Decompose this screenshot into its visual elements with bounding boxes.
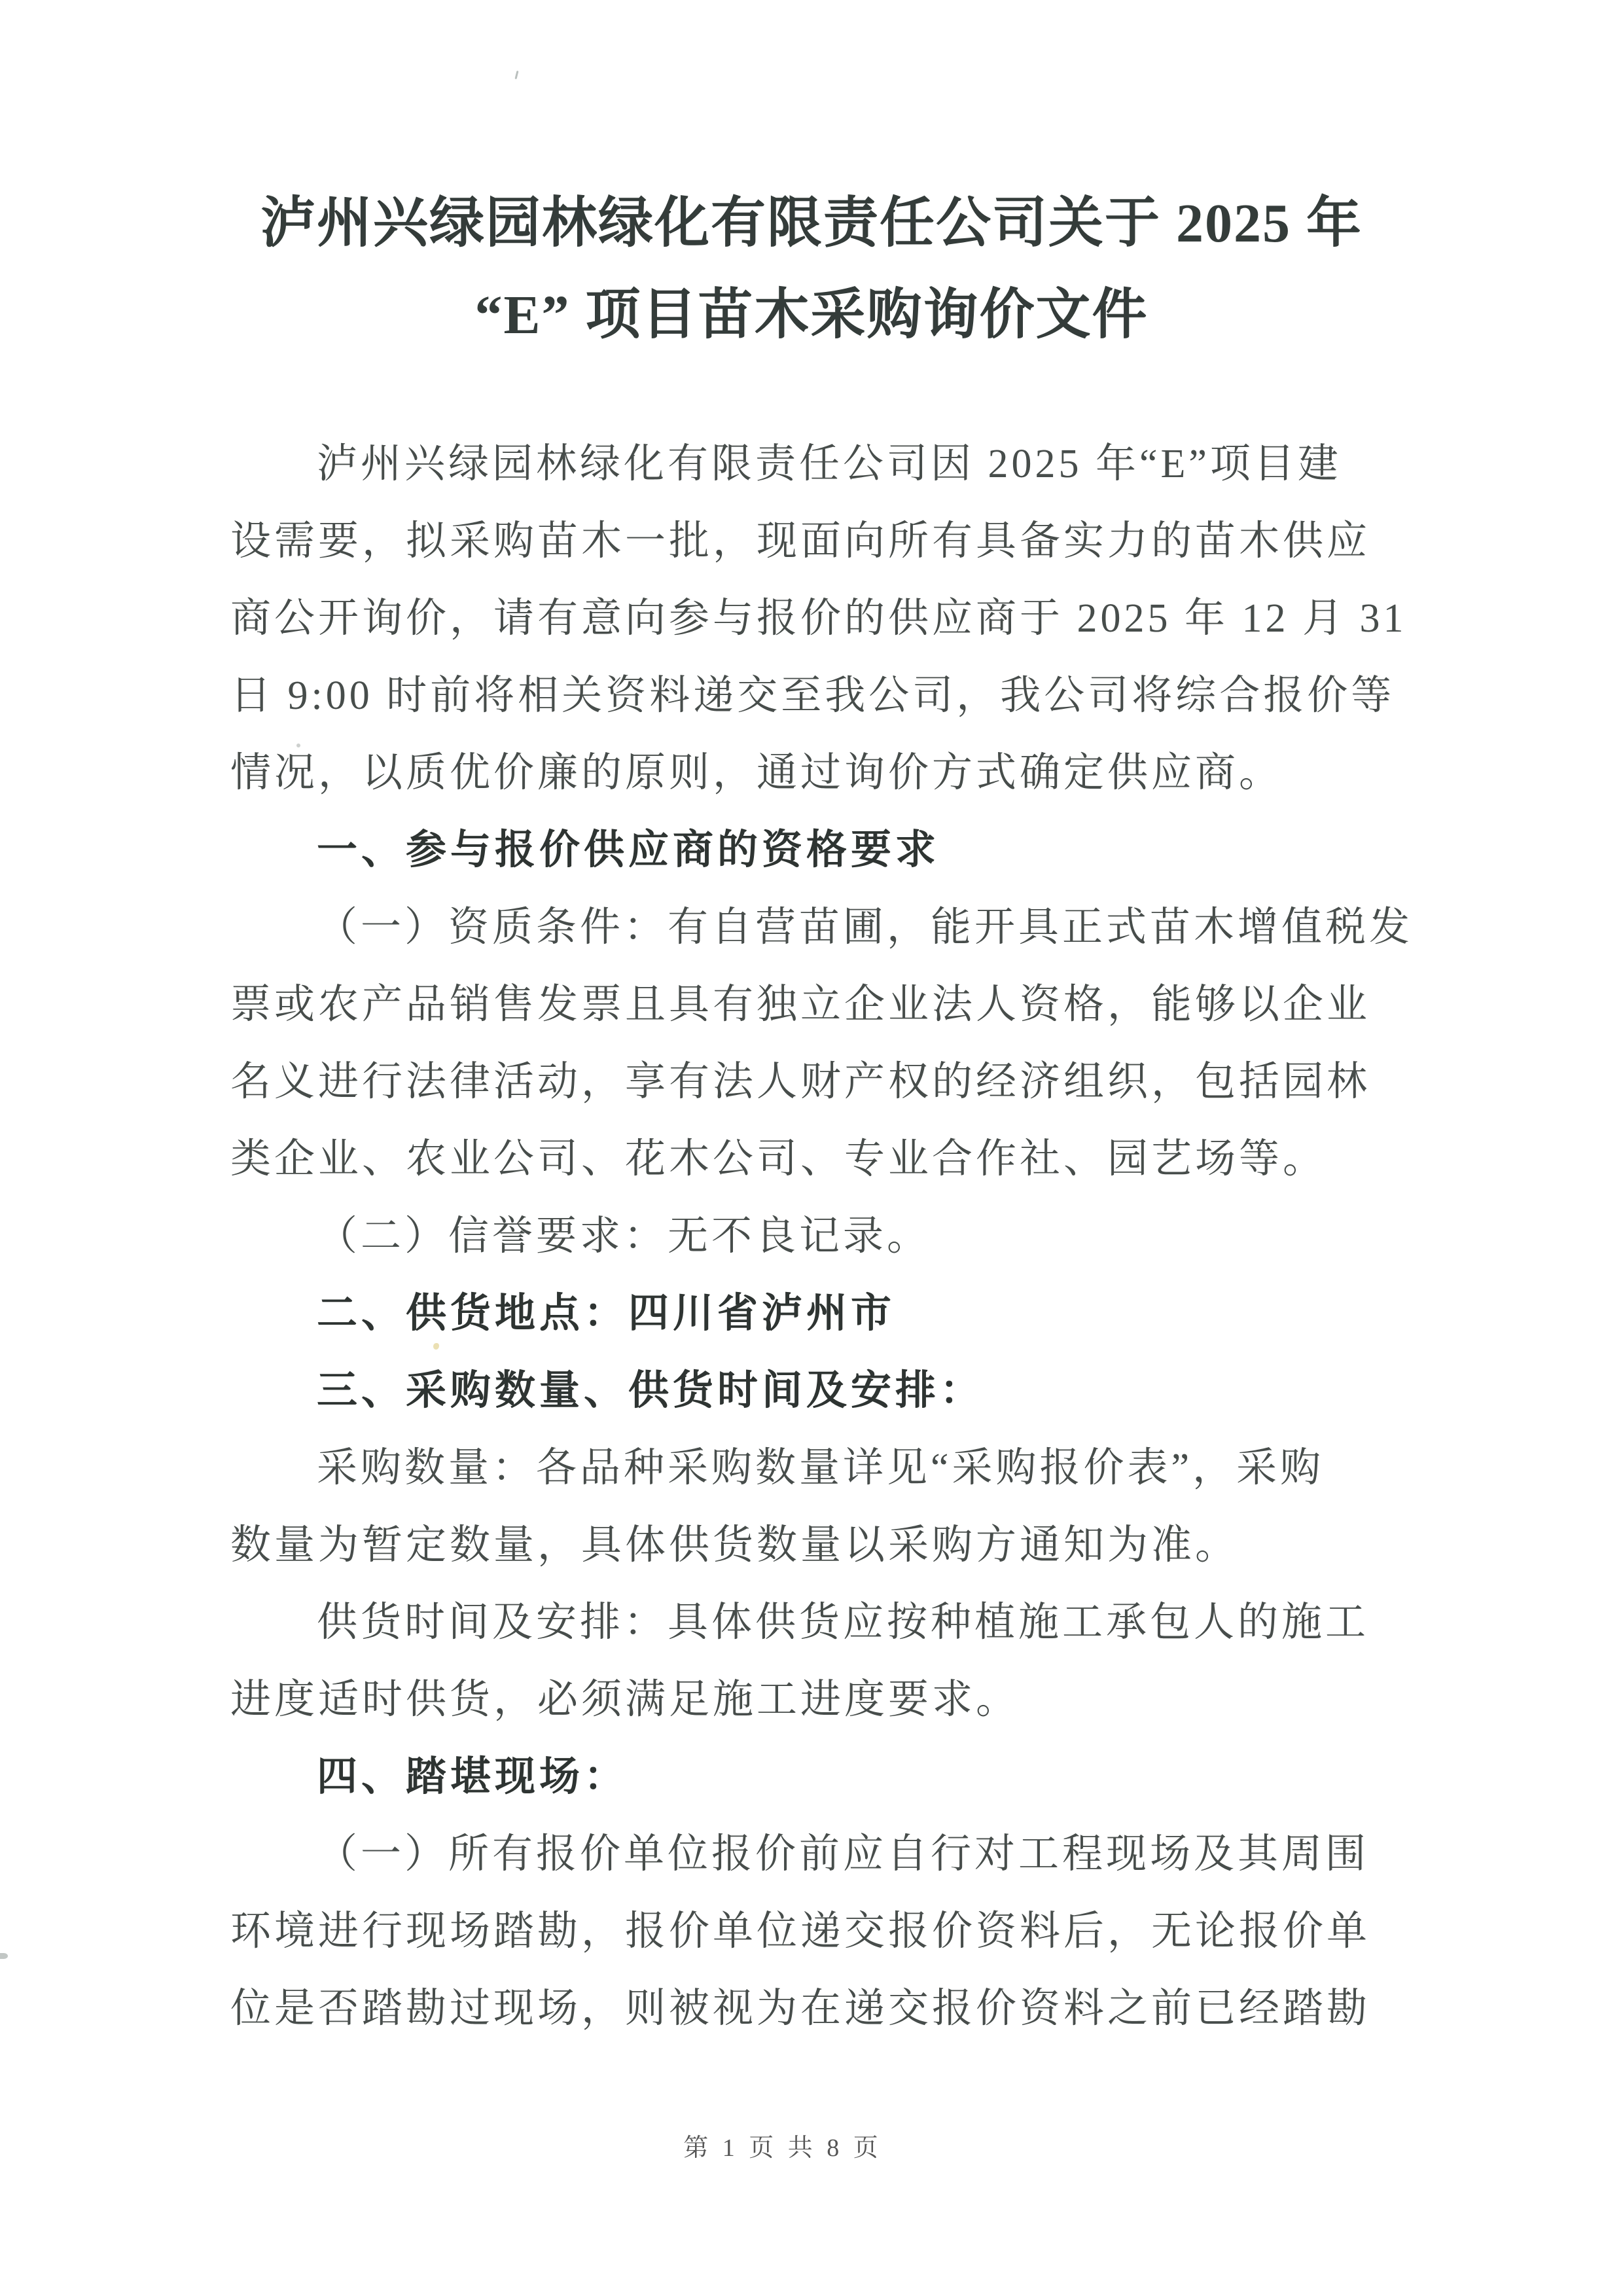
page-number-footer: 第 1 页 共 8 页 [683,2134,882,2162]
document-line: 一、参与报价供应商的资格要求 [317,827,940,872]
document-line: 泸州兴绿园林绿化有限责任公司因 2025 年“E”项目建 [317,442,1342,486]
document-line: 日 9:00 时前将相关资料递交至我公司，我公司将综合报价等 [230,673,1395,718]
document-line: 位是否踏勘过现场，则被视为在递交报价资料之前已经踏勘 [230,1986,1371,2031]
document-line: 进度适时供货，必须满足施工进度要求。 [230,1677,1020,1722]
document-body [230,425,1414,2047]
document-line: 商公开询价，请有意向参与报价的供应商于 2025 年 12 月 31 [230,596,1407,641]
document-line: （一）所有报价单位报价前应自行对工程现场及其周围 [317,1832,1370,1876]
document-line: 情况，以质优价廉的原则，通过询价方式确定供应商。 [230,751,1283,795]
document-line: 三、采购数量、供货时间及安排： [317,1368,985,1413]
scan-speck [0,1953,8,1959]
title-line-2: “E” 项目苗木采购询价文件 [474,285,1149,346]
document-line: （一）资质条件：有自营苗圃，能开具正式苗木增值税发 [317,905,1414,950]
title-line-1: 泸州兴绿园林绿化有限责任公司关于 2025 年 [260,193,1363,254]
document-line: 类企业、农业公司、花木公司、专业合作社、园艺场等。 [230,1137,1327,1181]
document-line: 设需要，拟采购苗木一批，现面向所有具备实力的苗木供应 [230,519,1371,564]
document-title [0,178,1623,361]
document-line: 数量为暂定数量，具体供货数量以采购方通知为准。 [230,1523,1240,1568]
document-line: 名义进行法律活动，享有法人财产权的经济组织，包括园林 [230,1060,1371,1104]
document-line: 票或农产品销售发票且具有独立企业法人资格，能够以企业 [230,982,1371,1027]
document-line: （二）信誉要求：无不良记录。 [317,1214,931,1259]
scan-speck [514,71,518,79]
document-line: 供货时间及安排：具体供货应按种植施工承包人的施工 [317,1600,1370,1645]
document-line: 环境进行现场踏勘，报价单位递交报价资料后，无论报价单 [230,1909,1371,1954]
document-line: 四、踏堪现场： [317,1754,629,1799]
document-line: 二、供货地点：四川省泸州市 [317,1291,896,1336]
document-line: 采购数量：各品种采购数量详见“采购报价表”，采购 [317,1446,1325,1490]
